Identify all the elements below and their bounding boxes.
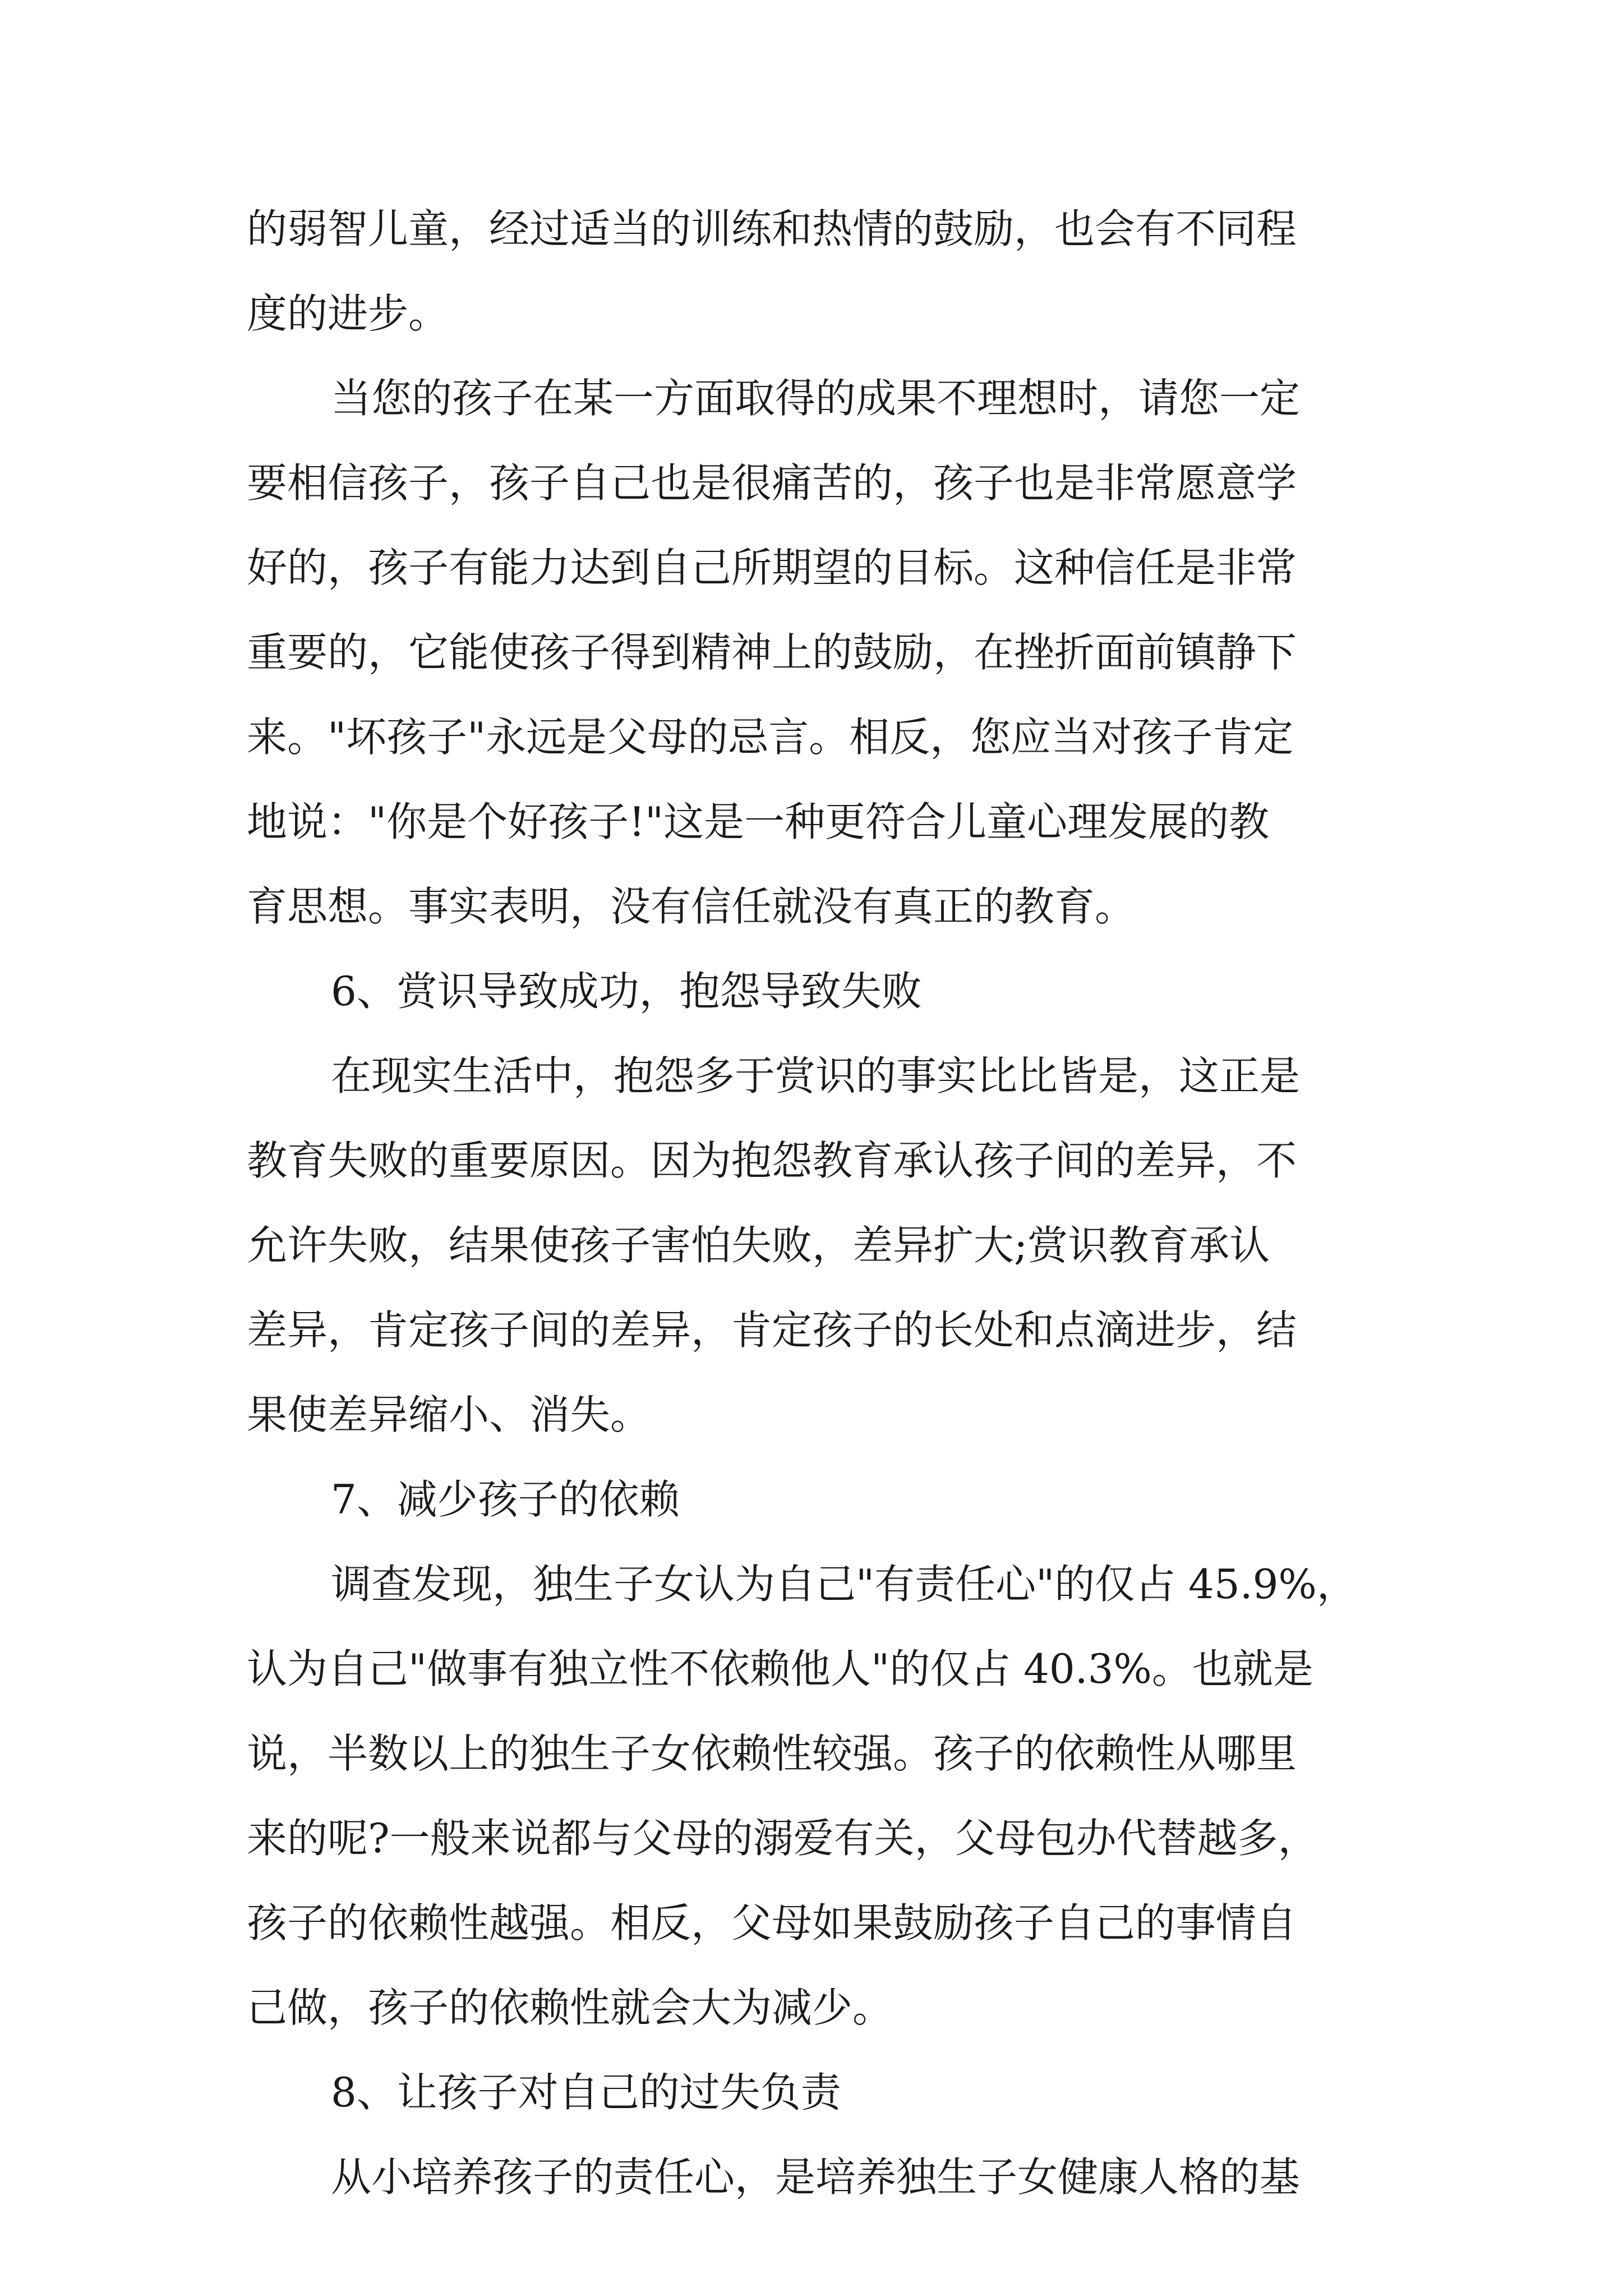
text-line: 己做，孩子的依赖性就会大为减少。 — [247, 1984, 893, 2031]
text-line: 要相信孩子，孩子自己也是很痛苦的，孩子也是非常愿意学 — [247, 459, 1297, 507]
text-line: 说，半数以上的独生子女依赖性较强。孩子的依赖性从哪里 — [247, 1730, 1297, 1777]
text-line: 孩子的依赖性越强。相反，父母如果鼓励孩子自己的事情自 — [247, 1899, 1297, 1947]
text-line: 地说："你是个好孩子!"这是一种更符合儿童心理发展的教 — [247, 798, 1270, 845]
paragraph-start-line: 调查发现，独生子女认为自己"有责任心"的仅占 45.9%， — [331, 1561, 1357, 1608]
paragraph-start-line: 当您的孩子在某一方面取得的成果不理想时，请您一定 — [331, 375, 1301, 422]
text-line: 育思想。事实表明，没有信任就没有真正的教育。 — [247, 883, 1136, 930]
section-heading: 8、让孩子对自己的过失负责 — [331, 2069, 841, 2116]
text-line: 度的进步。 — [247, 290, 449, 337]
section-heading: 7、减少孩子的依赖 — [331, 1476, 680, 1523]
text-line: 差异，肯定孩子间的差异，肯定孩子的长处和点滴进步，结 — [247, 1306, 1297, 1354]
body-text — [247, 205, 1391, 2242]
text-line: 重要的，它能使孩子得到精神上的鼓励，在挫折面前镇静下 — [247, 629, 1297, 676]
text-line: 的弱智儿童，经过适当的训练和热情的鼓励，也会有不同程 — [247, 205, 1297, 252]
text-line: 来的呢?一般来说都与父母的溺爱有关，父母包办代替越多， — [247, 1815, 1318, 1862]
paragraph-start-line: 从小培养孩子的责任心，是培养独生子女健康人格的基 — [331, 2154, 1301, 2201]
text-line: 好的，孩子有能力达到自己所期望的目标。这种信任是非常 — [247, 544, 1297, 591]
text-line: 果使差异缩小、消失。 — [247, 1391, 651, 1438]
text-line: 允许失败，结果使孩子害怕失败，差异扩大;赏识教育承认 — [247, 1222, 1270, 1269]
text-line: 认为自己"做事有独立性不依赖他人"的仅占 40.3%。也就是 — [247, 1645, 1313, 1692]
text-line: 教育失败的重要原因。因为抱怨教育承认孩子间的差异，不 — [247, 1137, 1297, 1184]
text-line: 来。"坏孩子"永远是父母的忌言。相反，您应当对孩子肯定 — [247, 714, 1294, 761]
paragraph-start-line: 在现实生活中，抱怨多于赏识的事实比比皆是，这正是 — [331, 1052, 1301, 1099]
section-heading: 6、赏识导致成功，抱怨导致失败 — [331, 968, 922, 1015]
